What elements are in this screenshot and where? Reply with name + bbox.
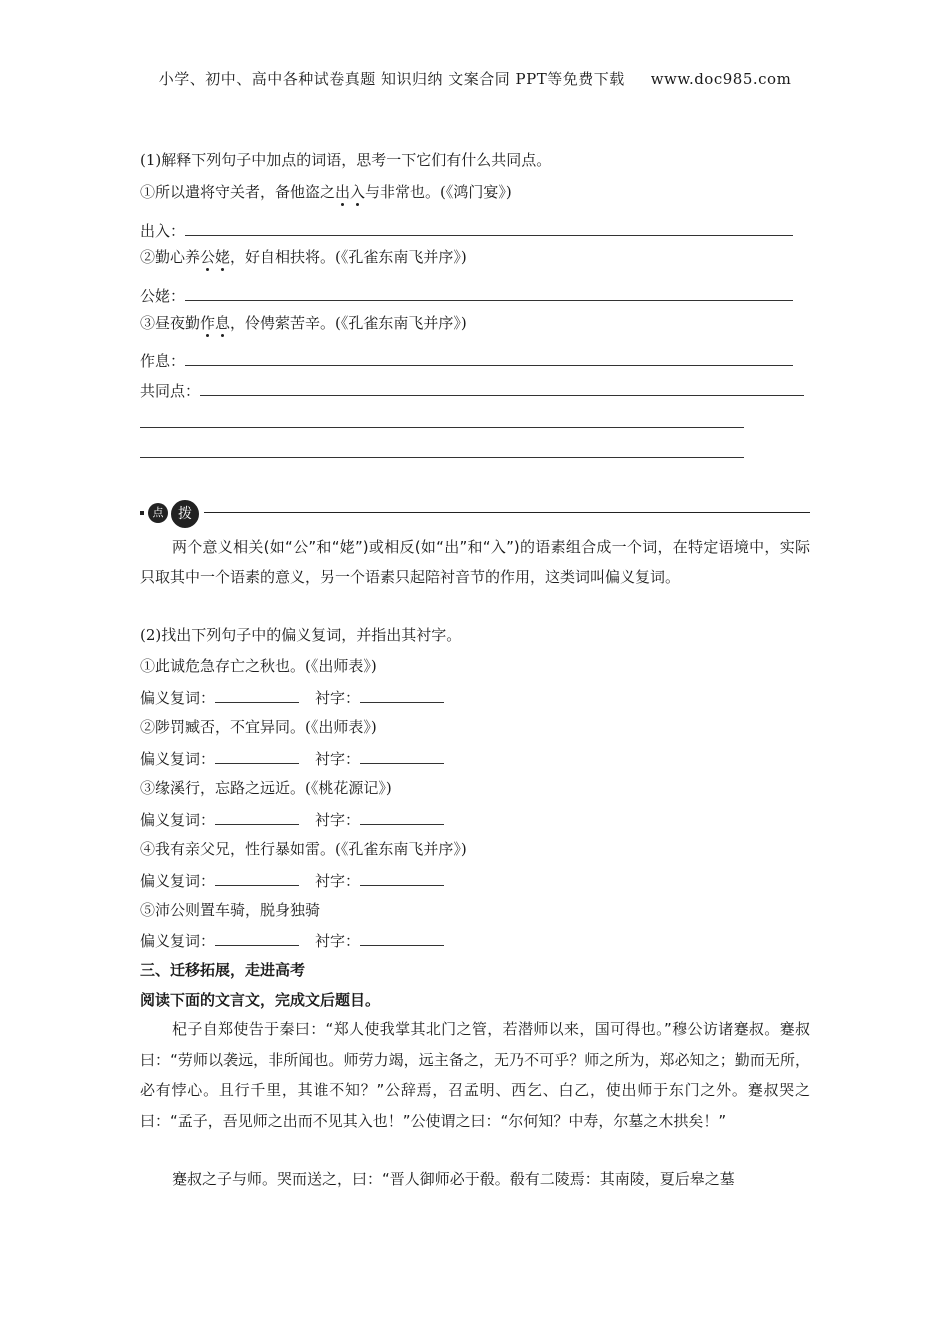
header-text: 小学、初中、高中各种试卷真题 知识归纳 文案合同 PPT等免费下载 <box>158 70 625 88</box>
q2-item-5: ⑤沛公则置车骑，脱身独骑 <box>140 901 321 919</box>
answer-blank[interactable] <box>360 748 444 764</box>
dotted-word: 出 <box>335 183 351 201</box>
answer-blank[interactable] <box>215 930 299 946</box>
dotted-word: 作 <box>200 314 216 332</box>
q1-answer-2: 公姥： <box>140 285 793 306</box>
q2-answer-5: 偏义复词： 衬字： <box>140 930 444 951</box>
section-instruction: 阅读下面的文言文，完成文后题目。 <box>140 991 381 1009</box>
dotted-word: 入 <box>350 183 366 201</box>
q2-item-3: ③缘溪行，忘路之远近。(《桃花源记》) <box>140 779 392 797</box>
tip-badge-small: 点 <box>148 503 168 523</box>
dotted-word: 姥 <box>215 248 231 266</box>
header-site: www.doc985.com <box>650 70 792 88</box>
bullet-icon <box>140 511 144 515</box>
q1-answer-1: 出入： <box>140 220 793 241</box>
answer-blank-line[interactable] <box>140 443 744 458</box>
q2-answer-3: 偏义复词： 衬字： <box>140 809 444 830</box>
divider-line <box>204 512 810 513</box>
tip-badge-big: 拨 <box>171 500 199 528</box>
q1-common-point: 共同点： <box>140 380 804 401</box>
q1-prompt: (1)解释下列句子中加点的词语，思考一下它们有什么共同点。 <box>140 151 552 169</box>
answer-blank[interactable] <box>360 870 444 886</box>
answer-blank[interactable] <box>360 930 444 946</box>
page-header <box>0 68 950 89</box>
q1-answer-3: 作息： <box>140 350 793 371</box>
answer-blank[interactable] <box>200 380 804 396</box>
answer-blank[interactable] <box>185 285 793 301</box>
q2-answer-1: 偏义复词： 衬字： <box>140 687 444 708</box>
dotted-word: 息 <box>215 314 231 332</box>
answer-blank[interactable] <box>185 220 793 236</box>
q2-item-1: ①此诚危急存亡之秋也。(《出师表》) <box>140 657 377 675</box>
answer-blank[interactable] <box>215 748 299 764</box>
q2-item-4: ④我有亲父兄，性行暴如雷。(《孔雀东南飞并序》) <box>140 840 467 858</box>
q2-item-2: ②陟罚臧否，不宜异同。(《出师表》) <box>140 718 377 736</box>
answer-blank-line[interactable] <box>140 413 744 428</box>
q2-answer-2: 偏义复词： 衬字： <box>140 748 444 769</box>
answer-blank[interactable] <box>215 687 299 703</box>
tip-divider <box>140 500 810 526</box>
answer-blank[interactable] <box>215 870 299 886</box>
section-title: 三、迁移拓展，走进高考 <box>140 961 306 979</box>
passage-paragraph-2: 蹇叔之子与师。哭而送之，曰：“晋人御师必于殽。殽有二陵焉：其南陵，夏后皋之墓 <box>172 1170 735 1188</box>
answer-blank[interactable] <box>185 350 793 366</box>
answer-blank[interactable] <box>360 809 444 825</box>
dotted-word: 公 <box>200 248 216 266</box>
q2-prompt: (2)找出下列句子中的偏义复词，并指出其衬字。 <box>140 626 462 644</box>
answer-blank[interactable] <box>360 687 444 703</box>
q2-answer-4: 偏义复词： 衬字： <box>140 870 444 891</box>
answer-blank[interactable] <box>215 809 299 825</box>
tip-text: 两个意义相关(如“公”和“姥”)或相反(如“出”和“入”)的语素组合成一个词，在特定语境中，实际只取其中一个语素的意义，另一个语素只起陪衬音节的作用，这类词叫偏义复词。 <box>140 538 810 586</box>
q1-sentence-1: ①所以遣将守关者，备他盗之出入与非常也。(《鸿门宴》) <box>140 183 512 201</box>
q1-sentence-3: ③昼夜勤作息，伶俜萦苦辛。(《孔雀东南飞并序》) <box>140 314 467 332</box>
q1-sentence-2: ②勤心养公姥，好自相扶将。(《孔雀东南飞并序》) <box>140 248 467 266</box>
passage-paragraph-1: 杞子自郑使告于秦曰：“郑人使我掌其北门之管，若潜师以来，国可得也。”穆公访诸蹇叔。蹇叔曰：“劳师以袭远，非所闻也。师劳力竭，远主备之，无乃不可乎？师之所为，郑必知之；勤而无所，必有悖心。且行千里，其谁不知？”公辞焉，召孟明、西乞、白乙，使出师于东门之外。蹇叔哭之曰：“孟子，吾见师之出而不见其入也！”公使谓之曰：“尔何知？中寿，尔墓之木拱矣！” <box>140 1020 810 1130</box>
